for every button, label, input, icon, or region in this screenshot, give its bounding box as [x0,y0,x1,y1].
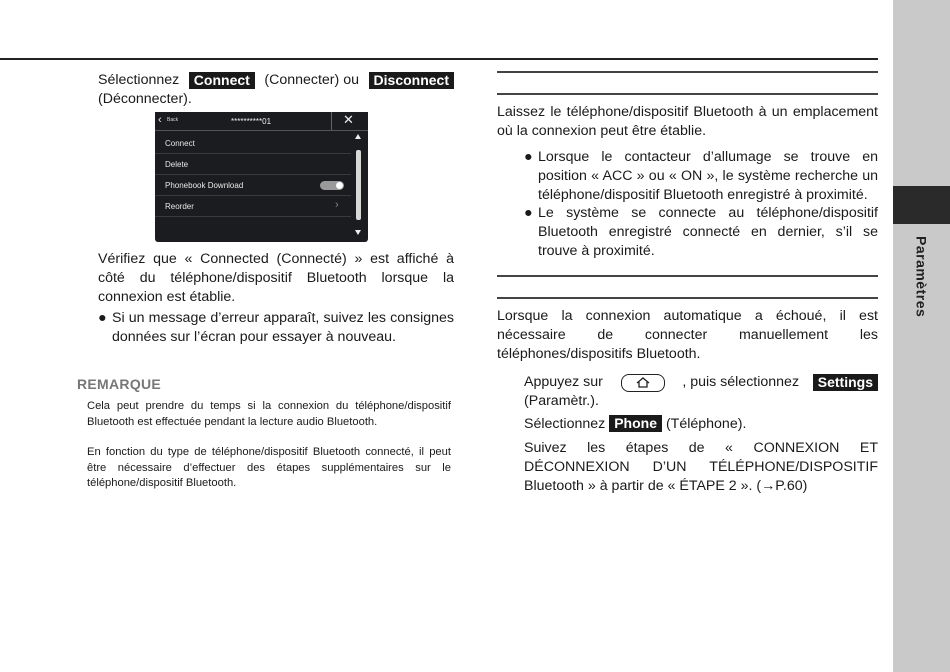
screen-row-reorder[interactable]: Reorder › [155,196,351,217]
auto-connect-paragraph: Laissez le téléphone/dispositif Bluetooth à un emplacement où la connexion peut être établie. [497,104,878,139]
scrollbar[interactable] [355,134,362,238]
section-rule-bottom [497,93,878,95]
step-home-pre: Appuyez sur [524,374,603,390]
manual-connect-paragraph: Lorsque la connexion automatique a échoué, il est nécessaire de connecter manuellement les téléphones/dispositifs Bluetooth. [497,308,878,362]
chevron-right-icon: › [335,199,339,211]
screen-row-delete[interactable]: Delete [155,154,351,175]
sidebar [893,0,950,672]
bullet-dot: ● [98,310,107,326]
phonebook-toggle[interactable] [320,181,344,190]
auto-bullet-2-text: Le système se connecte au téléphone/dispositif Bluetooth enregistré connecté en dernier, s’il se trouve à proximité. [538,205,878,259]
step-home-settings [524,373,878,411]
remark-paragraph-2: En fonction du type de téléphone/dispositif Bluetooth connecté, il peut être nécessaire d’effectuer des étapes supplémentaires sur le téléphone/dispositif Bluetooth. [87,446,451,489]
home-icon [636,377,650,388]
step-phone [524,415,878,434]
back-arrow-icon[interactable]: ‹ [158,114,162,126]
home-button[interactable] [621,374,665,392]
section-tab-marker [893,186,950,224]
back-label: Back [167,117,179,123]
step-post: (Déconnecter). [98,91,192,107]
header-rule [0,58,878,60]
section2-rule-bottom [497,297,878,299]
step-home-post: (Paramètr.). [524,393,599,409]
error-bullet [98,309,454,347]
auto-bullet-1 [524,148,878,205]
screen-row-phonebook[interactable]: Phonebook Download [155,175,351,196]
step-follow: Suivez les étapes de « CONNEXION ET DÉCONNEXION D’UN TÉLÉPHONE/DISPOSITIF Bluetooth » à partir de « ÉTAPE 2 ». (→P.60) [524,440,878,494]
bullet-dot: ● [524,149,533,165]
auto-bullet-1-text: Lorsque le contacteur d’allumage se trouve en position « ACC » ou « ON », le système recherche un téléphone/dispositif Bluetooth enregistré à proximité. [538,149,878,203]
bullet-dot: ● [524,205,533,221]
screen-row-connect[interactable]: Connect [155,133,351,154]
step-select-connect [98,71,454,109]
section-label: Paramètres [913,236,930,318]
device-screenshot [155,112,368,242]
auto-bullet-2 [524,204,878,261]
step-pre: Sélectionnez [98,72,180,88]
phone-button[interactable]: Phone [609,415,662,432]
header-divider [331,112,332,130]
section-rule-top [497,71,878,73]
close-icon[interactable]: ✕ [343,112,354,127]
remark-paragraph-1: Cela peut prendre du temps si la connexion du téléphone/dispositif Bluetooth est effectuée pendant la lecture audio Bluetooth. [87,400,451,428]
step-home-mid: , puis sélectionnez [682,374,800,390]
scroll-up-icon[interactable] [355,134,361,139]
toggle-knob [336,182,343,189]
connect-button[interactable]: Connect [189,72,255,89]
screen-header [155,112,368,131]
verify-paragraph: Vérifiez que « Connected (Connecté) » est affiché à côté du téléphone/dispositif Bluetooth lorsque la connexion est établie. [98,251,454,305]
section2-rule-top [497,275,878,277]
scroll-thumb[interactable] [356,150,361,220]
remark-title: REMARQUE [77,376,162,392]
disconnect-button[interactable]: Disconnect [369,72,454,89]
step-phone-pre: Sélectionnez [524,416,606,432]
step-phone-post: (Téléphone). [665,416,747,432]
step-mid: (Connecter) ou [264,72,359,88]
settings-button[interactable]: Settings [813,374,878,391]
device-name: **********01 [231,117,272,126]
error-bullet-text: Si un message d’erreur apparaît, suivez les consignes données sur l’écran pour essayer à nouveau. [112,310,454,345]
scroll-down-icon[interactable] [355,230,361,235]
